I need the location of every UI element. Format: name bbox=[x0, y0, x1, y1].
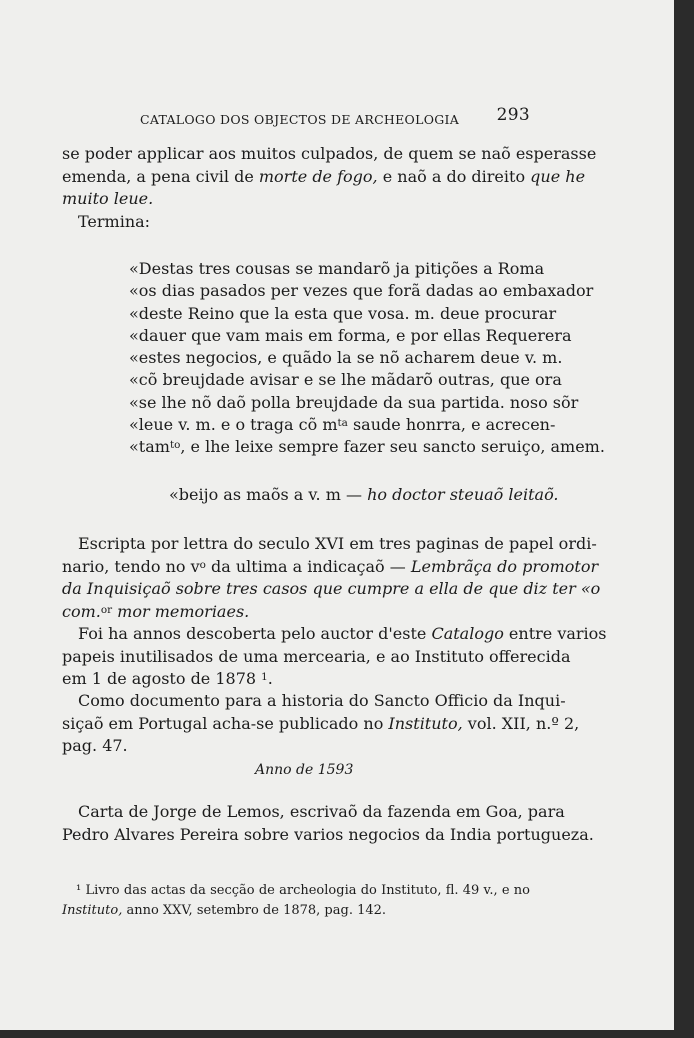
quote-line: «tam$^{to}$, e lhe leixe sempre fazer seu sancto seruiço, amem. bbox=[129, 437, 605, 457]
quote-line: «deste Reino que la esta que vosa. m. deue procurar bbox=[129, 303, 557, 323]
text-line: Pedro Alvares Pereira sobre varios negocios da India portugueza. bbox=[62, 824, 594, 844]
text-line: muito leue. bbox=[62, 189, 154, 209]
quoted-letter bbox=[129, 258, 605, 459]
quote-line: «os dias pasados per vezes que forã dadas ao embaxador bbox=[129, 281, 594, 301]
paragraph-3 bbox=[62, 623, 607, 691]
text-line: com.$^{or}$ mor memoriaes. bbox=[62, 601, 250, 621]
running-title: CATALOGO DOS OBJECTOS DE ARCHEOLOGIA bbox=[140, 112, 460, 127]
text-line: emenda, a pena civil de morte de fogo, e naõ a do direito que he bbox=[62, 166, 586, 186]
text-line: em 1 de agosto de 1878 $^1$. bbox=[62, 669, 273, 689]
quote-line: «cõ breujdade avisar e se lhe mãdarõ outras, que ora bbox=[129, 370, 562, 390]
text-line: Escripta por lettra do seculo XVI em tres paginas de papel ordi- bbox=[78, 534, 597, 553]
signoff-line: «beijo as maõs a v. m — ho doctor steuaõ leitaõ. bbox=[169, 485, 559, 504]
page-edge-shadow bbox=[674, 0, 694, 1038]
termina-line: Termina: bbox=[78, 212, 151, 231]
paragraph-5 bbox=[62, 801, 594, 846]
text-line: siçaõ em Portugal acha-se publicado no Instituto, vol. XII, n.º 2, bbox=[62, 713, 580, 733]
running-head bbox=[140, 105, 530, 134]
text-line: Foi ha annos descoberta pelo auctor d'este Catalogo entre varios bbox=[78, 624, 607, 643]
text-line: nario, tendo no $v^o$ da ultima a indicaçaõ — Lembrãça do promotor bbox=[62, 556, 599, 576]
text-line: se poder applicar aos muitos culpados, de quem se naõ esperasse bbox=[62, 144, 597, 163]
quote-line: «se lhe nõ daõ polla breujdade da sua partida. noso sõr bbox=[129, 392, 579, 412]
text-line: da Inquisiçaõ sobre tres casos que cumpre a ella de que diz ter «o bbox=[62, 579, 601, 599]
text-line: papeis inutilisados de uma mercearia, e ao Instituto offerecida bbox=[62, 646, 571, 666]
footnote-line: Instituto, anno XXV, setembro de 1878, pag. 142. bbox=[62, 903, 387, 918]
quote-line: «estes negocios, e quãdo la se nõ acharem deue v. m. bbox=[129, 348, 563, 368]
text-line: pag. 47. bbox=[62, 736, 128, 756]
page-edge-shadow-bottom bbox=[0, 1030, 694, 1038]
footnote-line: ¹ Livro das actas da secção de archeologia do Instituto, fl. 49 v., e no bbox=[76, 883, 530, 898]
text-line: Carta de Jorge de Lemos, escrivaõ da fazenda em Goa, para bbox=[78, 802, 565, 821]
quote-line: «Destas tres cousas se mandarõ ja pitições a Roma bbox=[129, 259, 545, 278]
paragraph-4 bbox=[62, 690, 580, 758]
quote-line: «leue v. m. e o traga cõ $m^{ta}$ saude honrra, e acrecen- bbox=[129, 415, 556, 435]
paragraph-1 bbox=[62, 143, 597, 211]
year-heading: Anno de 1593 bbox=[255, 762, 354, 778]
footnote bbox=[62, 881, 530, 921]
footnote-ref: 1 bbox=[261, 671, 268, 684]
page-number: 293 bbox=[496, 105, 530, 125]
quote-line: «dauer que vam mais em forma, e por ellas Requerera bbox=[129, 325, 572, 345]
text-line: Como documento para a historia do Sancto Officio da Inqui- bbox=[78, 691, 566, 710]
paragraph-2 bbox=[62, 533, 601, 623]
